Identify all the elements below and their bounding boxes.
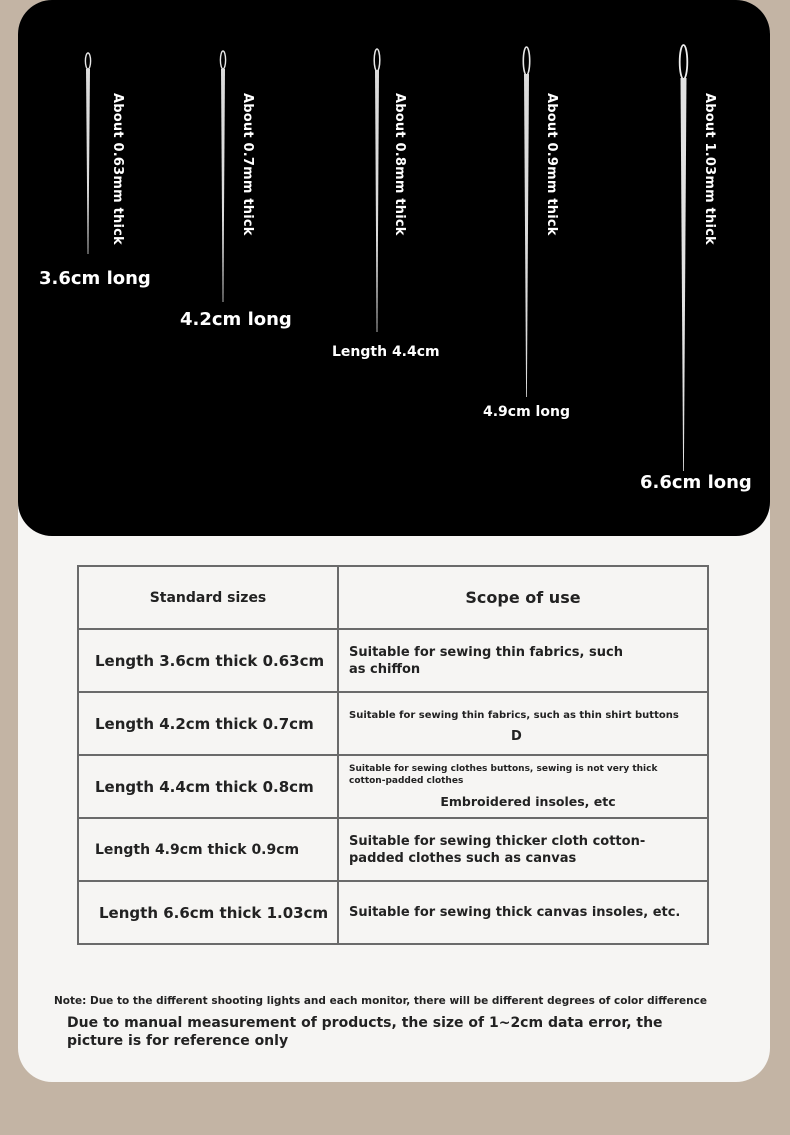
needle-image-3 [373,48,380,332]
use-extra-text: Embroidered insoles, etc [440,794,616,809]
length-label-5: 6.6cm long [640,472,752,493]
size-cell: Length 3.6cm thick 0.63cm [78,629,338,692]
size-cell: Length 4.4cm thick 0.8cm [78,755,338,818]
use-cell [338,692,708,755]
length-label-2: 4.2cm long [180,309,292,330]
use-cell: Suitable for sewing thick canvas insoles, etc. [338,881,708,944]
size-cell: Length 4.9cm thick 0.9cm [78,818,338,881]
needle-image-1 [84,52,91,254]
table-row [78,629,708,692]
use-text: Suitable for sewing clothes buttons, sewing is not very thick cotton-padded clothes [349,764,658,786]
table-row [78,881,708,944]
header-standard-sizes: Standard sizes [78,566,338,629]
size-cell: Length 4.2cm thick 0.7cm [78,692,338,755]
length-label-4: 4.9cm long [483,404,570,420]
thickness-label-3: About 0.8mm thick [392,93,407,236]
color-difference-note: Note: Due to the different shooting lights and each monitor, there will be different degrees of color difference [54,995,707,1007]
size-table [77,565,709,945]
thickness-label-1: About 0.63mm thick [110,93,125,245]
thickness-label-5: About 1.03mm thick [702,93,717,245]
use-cell [338,629,708,692]
table-row [78,692,708,755]
needle-image-4 [522,45,529,397]
use-cell [338,818,708,881]
thickness-label-2: About 0.7mm thick [240,93,255,236]
use-text: Suitable for sewing thicker cloth cotton-padded clothes such as canvas [349,833,646,866]
thickness-label-4: About 0.9mm thick [544,93,559,236]
needle-image-2 [219,50,226,302]
length-label-1: 3.6cm long [39,268,151,289]
needle-image-5 [678,43,685,471]
use-text: Suitable for sewing thin fabrics, such as chiffon [349,644,623,677]
size-cell: Length 6.6cm thick 1.03cm [78,881,338,944]
measurement-note: Due to manual measurement of products, the size of 1~2cm data error, the picture is for reference only [67,1015,663,1049]
table-row [78,818,708,881]
use-text: Suitable for sewing thin fabrics, such as thin shirt buttons [349,709,679,721]
notes-section [54,995,734,1050]
use-cell [338,755,708,818]
table-row [78,755,708,818]
header-scope-of-use: Scope of use [338,566,708,629]
use-extra-text: D [511,728,522,744]
length-label-3: Length 4.4cm [332,344,440,360]
table-header-row [78,566,708,629]
